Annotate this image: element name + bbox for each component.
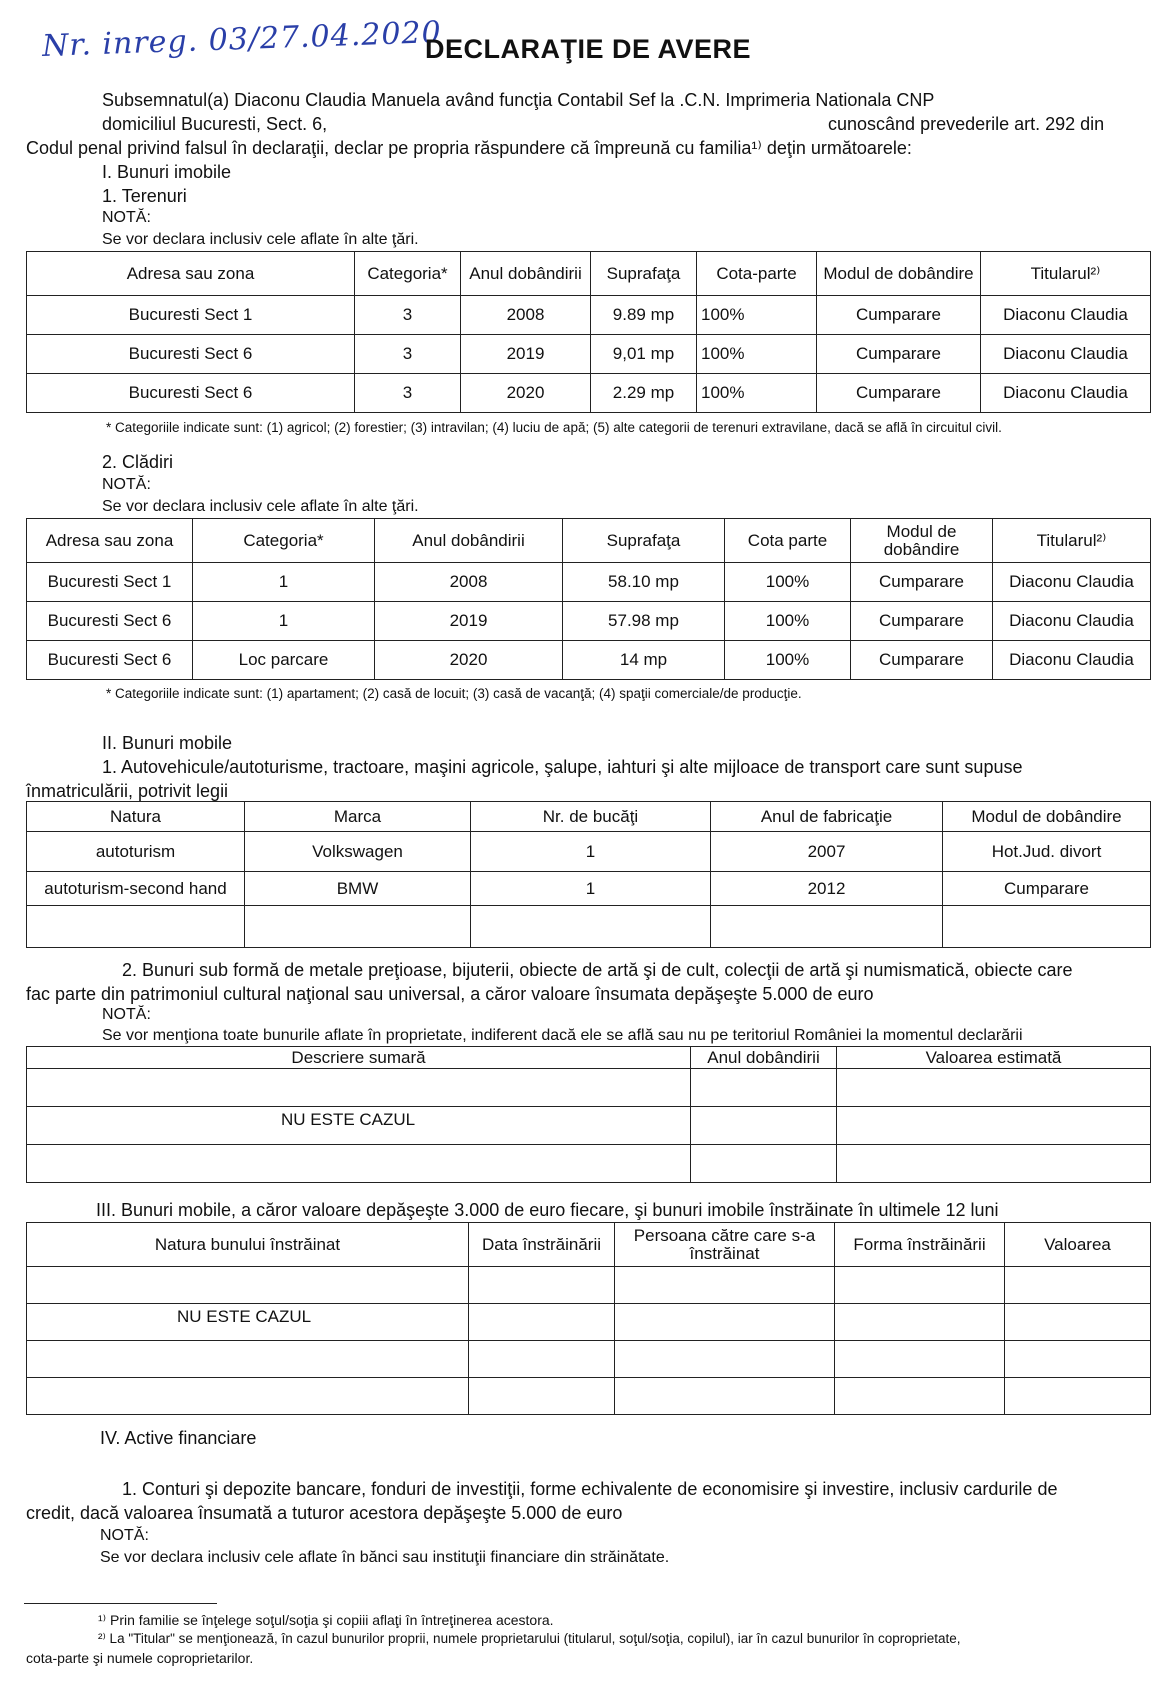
table-header-row	[27, 802, 1151, 832]
nota-text: Se vor declara inclusiv cele aflate în bănci sau instituţii financiare din străinătate.	[100, 1549, 670, 1566]
col-header: Categoria*	[193, 519, 375, 563]
cladiri-heading: 2. Clădiri	[102, 452, 174, 472]
section-4-heading: IV. Active financiare	[100, 1428, 257, 1448]
cell: Loc parcare	[193, 641, 375, 680]
cell: Bucuresti Sect 6	[27, 641, 193, 680]
cell: Bucuresti Sect 1	[27, 296, 355, 335]
vehicule-text-2: înmatriculării, potrivit legii	[26, 781, 229, 801]
cell	[835, 1267, 1005, 1304]
nota-label: NOTĂ:	[102, 209, 151, 226]
cell	[615, 1378, 835, 1415]
cell: Bucuresti Sect 6	[27, 374, 355, 413]
cell	[711, 906, 943, 948]
cell: Cumparare	[943, 872, 1151, 906]
bunuri-text-1: 2. Bunuri sub formă de metale preţioase, bijuterii, obiecte de artă şi de cult, colecţii de artă şi numismatică, obiecte care	[122, 960, 1073, 980]
cladiri-table	[26, 518, 1151, 680]
footnote-divider	[24, 1603, 217, 1604]
table-row	[27, 602, 1151, 641]
cell: Cumparare	[817, 296, 981, 335]
nu-este-cazul: NU ESTE CAZUL	[27, 1304, 469, 1341]
col-header: Forma înstrăinării	[835, 1223, 1005, 1267]
cell: Volkswagen	[245, 832, 471, 872]
table-row	[27, 1378, 1151, 1415]
cell: Bucuresti Sect 6	[27, 335, 355, 374]
cell	[615, 1267, 835, 1304]
intro-line-1: Subsemnatul(a) Diaconu Claudia Manuela având funcţia Contabil Sef la .C.N. Imprimeria Nationala CNP	[102, 90, 935, 110]
col-header: Cota-parte	[697, 252, 817, 296]
col-header: Nr. de bucăţi	[471, 802, 711, 832]
cell	[837, 1107, 1151, 1145]
cell	[469, 1378, 615, 1415]
col-header: Persoana către care s-a înstrăinat	[615, 1223, 835, 1267]
table-header-row	[27, 252, 1151, 296]
cell: Bucuresti Sect 6	[27, 602, 193, 641]
cell	[837, 1069, 1151, 1107]
cell: Diaconu Claudia	[993, 563, 1151, 602]
cell: 100%	[697, 335, 817, 374]
footnote-2: ²⁾ La "Titular" se menţionează, în cazul bunurilor proprii, numele proprietarului (titularul, soţul/soţia, copilul), iar în cazul bunurilor în coproprietate,	[98, 1631, 961, 1646]
col-header: Anul de fabricaţie	[711, 802, 943, 832]
table-row	[27, 906, 1151, 948]
table-row	[27, 1304, 1151, 1341]
cell	[1005, 1341, 1151, 1378]
cell	[837, 1145, 1151, 1183]
cell: 2007	[711, 832, 943, 872]
cell: 2012	[711, 872, 943, 906]
table-row	[27, 1069, 1151, 1107]
col-header: Anul dobândirii	[461, 252, 591, 296]
col-header: Titularul²⁾	[981, 252, 1151, 296]
intro-line-2b: cunoscând prevederile art. 292 din	[828, 114, 1105, 134]
cell: 1	[471, 832, 711, 872]
table-header-row	[27, 519, 1151, 563]
bunuri-table	[26, 1046, 1151, 1183]
cell	[1005, 1304, 1151, 1341]
col-header: Categoria*	[355, 252, 461, 296]
cell	[469, 1304, 615, 1341]
cell	[27, 1267, 469, 1304]
col-header: Adresa sau zona	[27, 252, 355, 296]
footnote-1: ¹⁾ Prin familie se înţelege soţul/soţia şi copiii aflaţi în întreţinerea acestora.	[98, 1612, 554, 1628]
table-row	[27, 832, 1151, 872]
cell: Bucuresti Sect 1	[27, 563, 193, 602]
cell	[615, 1304, 835, 1341]
table-header-row	[27, 1047, 1151, 1069]
cell	[835, 1304, 1005, 1341]
cell: 2008	[375, 563, 563, 602]
table-row	[27, 335, 1151, 374]
cell: Diaconu Claudia	[993, 602, 1151, 641]
cell: 100%	[725, 641, 851, 680]
cell	[691, 1145, 837, 1183]
col-header: Titularul²⁾	[993, 519, 1151, 563]
cell	[691, 1069, 837, 1107]
col-header: Suprafaţa	[563, 519, 725, 563]
cell	[471, 906, 711, 948]
col-header: Adresa sau zona	[27, 519, 193, 563]
col-header: Modul de dobândire	[851, 519, 993, 563]
cell	[27, 1145, 691, 1183]
col-header: Suprafaţa	[591, 252, 697, 296]
table-header-row	[27, 1223, 1151, 1267]
cell	[27, 1069, 691, 1107]
cell	[1005, 1267, 1151, 1304]
cell: 100%	[697, 374, 817, 413]
cell: Cumparare	[851, 563, 993, 602]
cell: 58.10 mp	[563, 563, 725, 602]
cell: 1	[193, 563, 375, 602]
cell	[1005, 1378, 1151, 1415]
table-row	[27, 1267, 1151, 1304]
table-row	[27, 374, 1151, 413]
cell: Diaconu Claudia	[993, 641, 1151, 680]
cell	[469, 1267, 615, 1304]
cell: 1	[471, 872, 711, 906]
cell: 57.98 mp	[563, 602, 725, 641]
cladiri-footnote: * Categoriile indicate sunt: (1) apartament; (2) casă de locuit; (3) casă de vacanţă; (4) spaţii comerciale/de producţie.	[106, 686, 802, 701]
terenuri-heading: 1. Terenuri	[102, 186, 187, 206]
conturi-text-2: credit, dacă valoarea însumată a tuturor acestora depăşeşte 5.000 de euro	[26, 1503, 623, 1523]
vehicule-table	[26, 801, 1151, 948]
bunuri-text-2: fac parte din patrimoniul cultural naţional sau universal, a căror valoare însumata depăşeşte 5.000 de euro	[26, 984, 874, 1004]
cell: 9.89 mp	[591, 296, 697, 335]
table-row	[27, 641, 1151, 680]
terenuri-footnote: * Categoriile indicate sunt: (1) agricol; (2) forestier; (3) intravilan; (4) luciu de apă; (5) alte categorii de terenuri extravilane, dacă se află în circuitul civil.	[106, 420, 1002, 435]
table-row	[27, 1341, 1151, 1378]
nota-text: Se vor menţiona toate bunurile aflate în proprietate, indiferent dacă ele se află sau nu pe teritoriul României la momentul declarării	[102, 1027, 1023, 1044]
cell: 2020	[375, 641, 563, 680]
col-header: Modul de dobândire	[943, 802, 1151, 832]
instrainate-table	[26, 1222, 1151, 1415]
cell: Hot.Jud. divort	[943, 832, 1151, 872]
cell: Cumparare	[851, 602, 993, 641]
col-header: Descriere sumară	[27, 1047, 691, 1069]
table-row	[27, 1107, 1151, 1145]
cell	[27, 906, 245, 948]
col-header: Anul dobândirii	[375, 519, 563, 563]
cell: Cumparare	[851, 641, 993, 680]
registration-number: Nr. inreg. 03/27.04.2020	[41, 15, 443, 64]
nota-label: NOTĂ:	[102, 476, 151, 493]
cell: 100%	[725, 602, 851, 641]
cell: Diaconu Claudia	[981, 374, 1151, 413]
cell: 9,01 mp	[591, 335, 697, 374]
col-header: Natura	[27, 802, 245, 832]
terenuri-table	[26, 251, 1151, 413]
cell: 2008	[461, 296, 591, 335]
cell	[835, 1378, 1005, 1415]
col-header: Valoarea estimată	[837, 1047, 1151, 1069]
cell	[835, 1341, 1005, 1378]
nota-label: NOTĂ:	[100, 1527, 149, 1544]
section-1-heading: I. Bunuri imobile	[102, 162, 232, 182]
col-header: Anul dobândirii	[691, 1047, 837, 1069]
cell	[469, 1341, 615, 1378]
cell: 1	[193, 602, 375, 641]
nota-text: Se vor declara inclusiv cele aflate în alte ţări.	[102, 231, 419, 248]
cell: Cumparare	[817, 374, 981, 413]
table-row	[27, 1145, 1151, 1183]
section-3-heading: III. Bunuri mobile, a căror valoare depăşeşte 3.000 de euro fiecare, şi bunuri imobile înstrăinate în ultimele 12 luni	[96, 1200, 999, 1220]
nota-label: NOTĂ:	[102, 1006, 151, 1023]
cell: 100%	[697, 296, 817, 335]
intro-line-3: Codul penal privind falsul în declaraţii, declar pe propria răspundere că împreună cu familia¹⁾ deţin următoarele:	[26, 138, 912, 158]
cell: 3	[355, 296, 461, 335]
cell: autoturism-second hand	[27, 872, 245, 906]
cell: autoturism	[27, 832, 245, 872]
section-2-heading: II. Bunuri mobile	[102, 733, 233, 753]
table-row	[27, 296, 1151, 335]
cell: Diaconu Claudia	[981, 296, 1151, 335]
cell: 2.29 mp	[591, 374, 697, 413]
cell	[943, 906, 1151, 948]
cell: 100%	[725, 563, 851, 602]
table-row	[27, 872, 1151, 906]
col-header: Natura bunului înstrăinat	[27, 1223, 469, 1267]
cell: 14 mp	[563, 641, 725, 680]
cell: Cumparare	[817, 335, 981, 374]
cell: 3	[355, 335, 461, 374]
nota-text: Se vor declara inclusiv cele aflate în alte ţări.	[102, 498, 419, 515]
col-header: Cota parte	[725, 519, 851, 563]
cell: 2019	[461, 335, 591, 374]
intro-line-2a: domiciliul Bucuresti, Sect. 6,	[102, 114, 328, 134]
document-title: DECLARAŢIE DE AVERE	[425, 34, 752, 64]
cell	[27, 1341, 469, 1378]
cell: BMW	[245, 872, 471, 906]
col-header: Marca	[245, 802, 471, 832]
col-header: Data înstrăinării	[469, 1223, 615, 1267]
cell	[691, 1107, 837, 1145]
col-header: Valoarea	[1005, 1223, 1151, 1267]
nu-este-cazul: NU ESTE CAZUL	[27, 1107, 691, 1145]
cell: Diaconu Claudia	[981, 335, 1151, 374]
vehicule-text-1: 1. Autovehicule/autoturisme, tractoare, maşini agricole, şalupe, iahturi şi alte mijloace de transport care sunt supuse	[102, 757, 1023, 777]
col-header: Modul de dobândire	[817, 252, 981, 296]
cell: 3	[355, 374, 461, 413]
footnote-2-cont: cota-parte şi numele coproprietarilor.	[26, 1650, 254, 1666]
conturi-text-1: 1. Conturi şi depozite bancare, fonduri de investiţii, forme echivalente de economisire şi investire, inclusiv cardurile de	[122, 1479, 1058, 1499]
table-row	[27, 563, 1151, 602]
cell: 2020	[461, 374, 591, 413]
cell	[615, 1341, 835, 1378]
cell	[245, 906, 471, 948]
cell	[27, 1378, 469, 1415]
cell: 2019	[375, 602, 563, 641]
